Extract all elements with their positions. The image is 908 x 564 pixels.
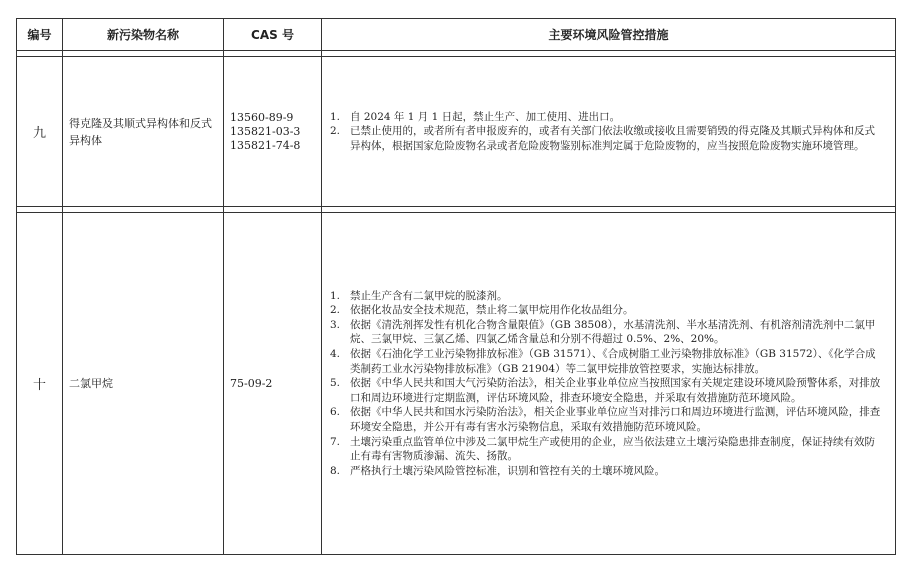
cas-number: 13560-89-9	[230, 110, 294, 124]
pollutant-table-page	[16, 18, 895, 555]
table-row	[17, 57, 896, 207]
row-number: 九	[17, 57, 63, 207]
cas-numbers	[224, 213, 322, 555]
pollutant-table	[16, 18, 896, 555]
measure-item: 4. 依据《石油化学工业污染物排放标准》（GB 31571）、《合成树脂工业污染物排放标准》（GB 31572）、《化学合成类制药工业水污染物排放标准》（GB 21904）等二氯甲烷排放管控要求，实施达标排放。	[330, 348, 876, 375]
pollutant-name: 二氯甲烷	[63, 213, 224, 555]
measures-cell	[322, 213, 896, 555]
measure-item: 2. 已禁止使用的，或者所有者申报废弃的，或者有关部门依法收缴或接收且需要销毁的得克隆及其顺式异构体和反式异构体，根据国家危险废物名录或者危险废物鉴别标准判定属于危险废物的，应当按照危险废物实施环境管理。	[330, 125, 875, 152]
measures-list	[330, 289, 885, 479]
table-row	[17, 213, 896, 555]
measure-item: 6. 依据《中华人民共和国水污染防治法》，相关企业事业单位应当对排污口和周边环境进行监测，评估环境风险，排查环境安全隐患，并公开有毒有害水污染物信息，采取有效措施防范环境风险。	[330, 406, 881, 433]
cas-number: 75-09-2	[230, 376, 273, 390]
table-header-row	[17, 19, 896, 51]
measure-item: 1. 自 2024 年 1 月 1 日起，禁止生产、加工使用、进出口。	[330, 110, 621, 123]
measures-cell	[322, 57, 896, 207]
header-cas: CAS 号	[224, 19, 322, 51]
header-name: 新污染物名称	[63, 19, 224, 51]
measure-item: 3. 依据《清洗剂挥发性有机化合物含量限值》（GB 38508），水基清洗剂、半水基清洗剂、有机溶剂清洗剂中二氯甲烷、三氯甲烷、三氯乙烯、四氯乙烯含量总和分别不得超过 0.5%、2%、20%。	[330, 318, 876, 346]
header-no: 编号	[17, 19, 63, 51]
measure-item: 7. 土壤污染重点监管单位中涉及二氯甲烷生产或使用的企业，应当依法建立土壤污染隐患排查制度，保证持续有效防止有毒有害物质渗漏、流失、扬散。	[330, 435, 875, 463]
measure-item: 1. 禁止生产含有二氯甲烷的脱漆剂。	[330, 289, 508, 302]
cas-number: 135821-03-3	[230, 124, 301, 138]
measure-item: 2. 依据化妆品安全技术规范，禁止将二氯甲烷用作化妆品组分。	[330, 304, 634, 317]
row-number: 十	[17, 213, 63, 555]
measure-item: 5. 依据《中华人民共和国大气污染防治法》，相关企业事业单位应当按照国家有关规定建设环境风险预警体系，对排放口和周边环境进行定期监测，评估环境风险，排查环境安全隐患，并采取有效措施防范环境风险。	[330, 377, 881, 404]
header-measures: 主要环境风险管控措施	[322, 19, 896, 51]
cas-number: 135821-74-8	[230, 138, 301, 152]
cas-numbers	[224, 57, 322, 207]
measure-item: 8. 严格执行土壤污染风险管控标准，识别和管控有关的土壤环境风险。	[330, 464, 665, 477]
pollutant-name: 得克隆及其顺式异构体和反式异构体	[63, 57, 224, 207]
measures-list	[330, 110, 885, 154]
